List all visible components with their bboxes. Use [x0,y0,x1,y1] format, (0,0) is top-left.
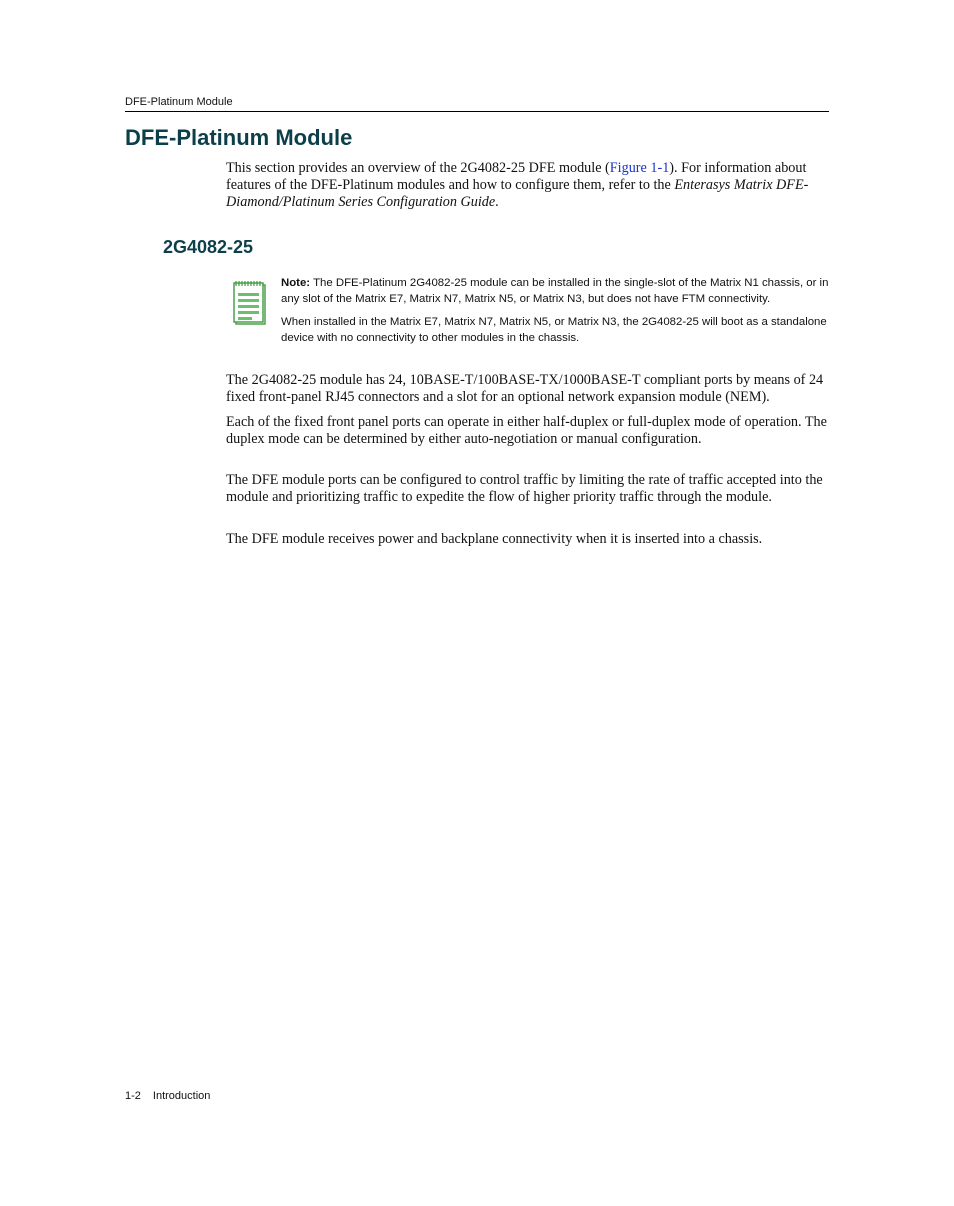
note-text: The DFE-Platinum 2G4082-25 module can be installed in the single-slot of the Matrix N1 chassis, or in any slot of the Matrix E7, Matrix N7, Matrix N5, or Matrix N3, but does not have FTM connectivity. [281,277,829,305]
duplex-paragraph: Each of the fixed front panel ports can operate in either half-duplex or full-duplex mode of operation. The duplex mode can be determined by either auto-negotiation or manual configuration. [226,414,827,447]
traffic-paragraph: The DFE module ports can be configured to control traffic by limiting the rate of traffic accepted into the module and prioritizing traffic to expedite the flow of higher priority traffic through the module. [226,472,823,505]
intro-text-end: . [495,194,499,210]
page-number: 1-2 [125,1090,141,1102]
note-paragraph-2: When installed in the Matrix E7, Matrix N7, Matrix N5, or Matrix N3, the 2G4082-25 will boot as a standalone device with no connectivity to other modules in the chassis. [281,316,827,344]
section-title: DFE-Platinum Module [125,125,353,150]
running-header: DFE-Platinum Module [125,96,829,112]
intro-text-middle: ). For information about features of the DFE-Platinum modules and how to configure them, refer to the [226,160,807,193]
page-footer [125,1090,210,1102]
note-paragraph [281,276,833,307]
ports-paragraph: The 2G4082-25 module has 24, 10BASE-T/100BASE-TX/1000BASE-T compliant ports by means of 24 fixed front-panel RJ45 connectors and a slot for an optional network expansion module (NEM). [226,372,824,405]
note-box [281,276,833,346]
subsection-title: 2G4082-25 [163,237,254,257]
intro-paragraph [226,160,832,211]
chapter-name: Introduction [152,1090,211,1102]
guide-title: Enterasys Matrix DFE-Diamond/Platinum Series Configuration Guide [226,177,809,210]
note-label: Note: [281,277,311,289]
notepad-icon [233,281,267,325]
intro-text-start: This section provides an overview of the 2G4082-25 DFE module ( [226,160,610,176]
figure-link[interactable]: Figure 1-1 [609,160,670,176]
power-paragraph: The DFE module receives power and backplane connectivity when it is inserted into a chassis. [226,531,763,547]
